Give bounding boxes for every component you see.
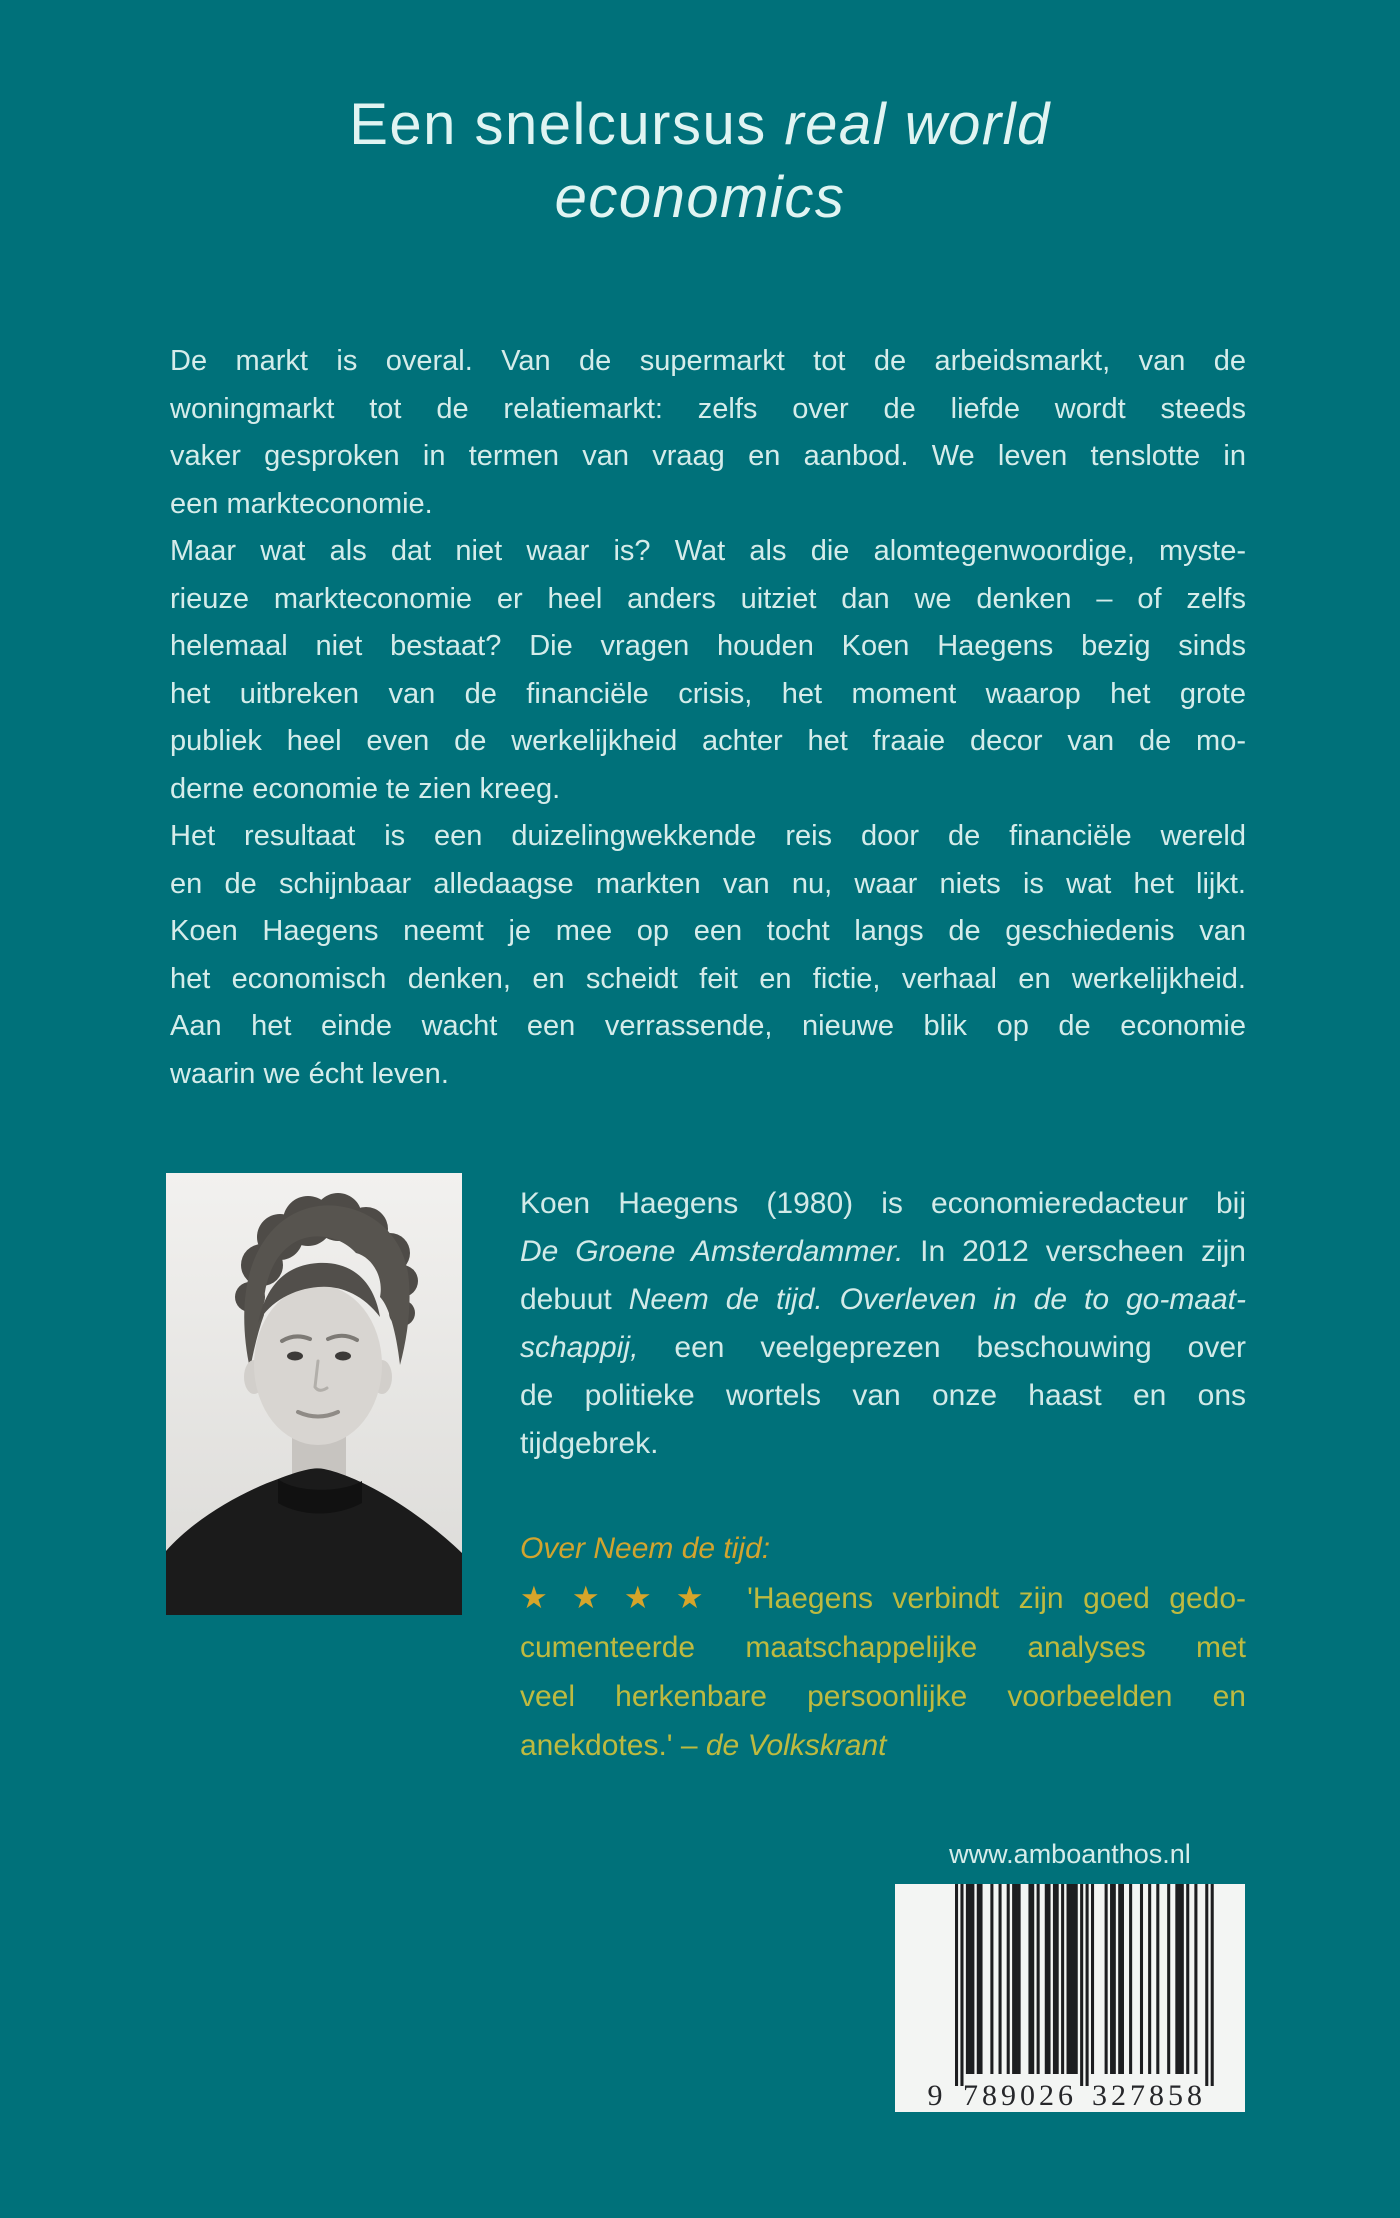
barcode-digits-left: 789026 (963, 2079, 1077, 2112)
text-segment: de Volkskrant (705, 1729, 887, 1762)
text-segment: Neem de tijd. Overleven in de to go-maat- (628, 1283, 1246, 1316)
text-line (170, 671, 1246, 719)
text-line (520, 1228, 1246, 1276)
text-segment: een veelgeprezen beschouwing over (638, 1331, 1246, 1364)
text-line (170, 576, 1246, 624)
text-line (170, 861, 1246, 909)
barcode-digits-right: 327858 (1092, 2079, 1206, 2112)
text-segment: waarin we écht leven. (170, 1057, 449, 1090)
text-segment: veel herkenbare persoonlijke voorbeelden en (520, 1680, 1246, 1713)
star-rating-icons: ★★★★ (520, 1580, 728, 1615)
text-segment: 'Haegens verbindt zijn goed gedo- (727, 1582, 1246, 1615)
text-line (170, 386, 1246, 434)
text-segment: Koen Haegens (1980) is economieredacteur bij (520, 1187, 1246, 1220)
text-line (170, 528, 1246, 576)
text-line (170, 766, 1246, 814)
text-line (520, 1721, 1246, 1770)
text-segment: cumenteerde maatschappelijke analyses met (520, 1631, 1246, 1664)
text-segment: In 2012 verscheen zijn (903, 1235, 1246, 1268)
text-line (170, 956, 1246, 1004)
text-segment: Het resultaat is een duizelingwekkende reis door de financiële wereld (170, 820, 1246, 852)
text-segment: tijdgebrek. (520, 1427, 659, 1460)
text-segment: real world (784, 92, 1051, 157)
text-line (170, 623, 1246, 671)
text-segment: economics (554, 165, 846, 230)
text-segment: anekdotes.' – (520, 1729, 706, 1762)
text-segment: debuut (520, 1283, 629, 1316)
text-segment: Neem de tijd (593, 1532, 762, 1565)
text-segment: het economisch denken, en scheidt feit en fictie, verhaal en werkelijkheid. (170, 962, 1246, 995)
text-segment: : (761, 1532, 771, 1565)
text-line (170, 433, 1246, 481)
text-line (170, 338, 1246, 386)
publisher-website: www.amboanthos.nl (949, 1839, 1191, 1869)
text-segment: Maar wat als dat niet waar is? Wat als die alomtegenwoordige, myste- (170, 535, 1246, 567)
text-segment: De Groene Amsterdammer. (520, 1235, 904, 1268)
text-line (170, 1003, 1246, 1051)
text-line (520, 1180, 1246, 1228)
text-segment: woningmarkt tot de relatiemarkt: zelfs over de liefde wordt steeds (170, 392, 1246, 425)
barcode (895, 1884, 1245, 2112)
text-line (520, 1573, 1246, 1623)
book-tagline (0, 88, 1400, 234)
text-segment: Een snelcursus (349, 92, 785, 157)
text-segment: vaker gesproken in termen van vraag en aanbod. We leven tenslotte in (170, 440, 1246, 472)
author-portrait-illustration (166, 1173, 462, 1615)
text-segment: en de schijnbaar alledaagse markten van nu, waar niets is wat het lijkt. (170, 867, 1246, 900)
text-segment: publiek heel even de werkelijkheid achter het fraaie decor van de mo- (170, 725, 1246, 757)
text-segment: rieuze markteconomie er heel anders uitziet dan we denken – of zelfs (170, 582, 1246, 615)
text-line (170, 1051, 1246, 1099)
text-line (170, 813, 1246, 861)
author-bio (520, 1180, 1246, 1468)
text-segment: Koen Haegens neemt je mee op een tocht langs de geschiedenis van (170, 915, 1246, 947)
text-segment: De markt is overal. Van de supermarkt tot de arbeidsmarkt, van de (170, 345, 1246, 377)
text-segment: het uitbreken van de financiële crisis, het moment waarop het grote (170, 677, 1246, 710)
text-line (170, 718, 1246, 766)
text-line (520, 1672, 1246, 1721)
text-segment: helemaal niet bestaat? Die vragen houden Koen Haegens bezig sinds (170, 630, 1246, 662)
text-segment: de politieke wortels van onze haast en ons (520, 1379, 1246, 1412)
text-line (0, 161, 1400, 234)
barcode-digit-prefix: 9 (927, 2079, 947, 2112)
review-quote (520, 1524, 1246, 1770)
text-segment: een markteconomie. (170, 487, 433, 520)
text-line (520, 1420, 1246, 1468)
text-segment: Over (520, 1532, 594, 1565)
barcode-bars (955, 1884, 1214, 2086)
text-line (520, 1324, 1246, 1372)
text-line (170, 481, 1246, 529)
text-segment: Aan het einde wacht een verrassende, nieuwe blik op de economie (170, 1010, 1246, 1042)
review-heading (520, 1524, 1246, 1573)
text-line (520, 1623, 1246, 1672)
text-segment: derne economie te zien kreeg. (170, 772, 561, 805)
review-body (520, 1573, 1246, 1770)
barcode-graphic (895, 1884, 1245, 2112)
text-segment: schappij, (520, 1331, 639, 1364)
text-line (520, 1372, 1246, 1420)
author-photo (166, 1173, 462, 1615)
text-line (170, 908, 1246, 956)
synopsis-text (170, 338, 1246, 1098)
text-line (0, 88, 1400, 161)
text-line (520, 1276, 1246, 1324)
